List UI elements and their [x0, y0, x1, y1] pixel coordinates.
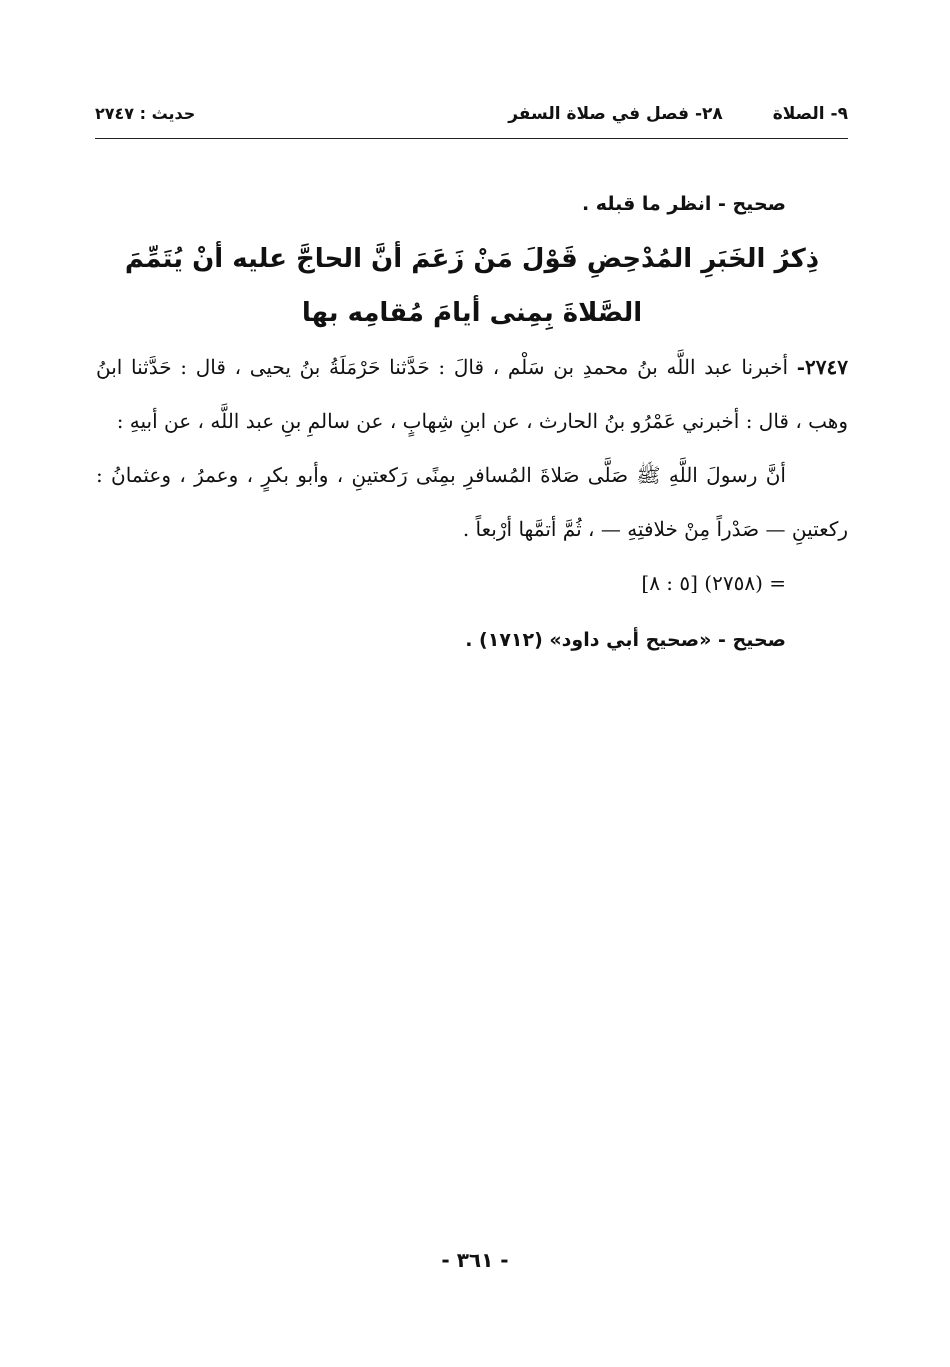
header-hadith-ref: حديث : ٢٧٤٧ [95, 104, 196, 123]
chapter-heading-line-2: الصَّلاةَ بِمِنى أيامَ مُقامِه بها [301, 298, 643, 328]
grading-bottom: صحيح - «صحيح أبي داود» (١٧١٢) . [465, 629, 786, 651]
grading-top: صحيح - انظر ما قبله . [581, 193, 786, 215]
header-chapter: ٩- الصلاة [772, 104, 848, 124]
chapter-heading-line-1: ذِكرُ الخَبَرِ المُدْحِضِ قَوْلَ مَنْ زَعَمَ أنَّ الحاجَّ عليه أنْ يُتَمِّمَ [124, 244, 820, 274]
hadith-matn-paragraph [96, 448, 848, 556]
chapter-heading [96, 232, 848, 340]
hadith-matn: أنَّ رسولَ اللَّهِ ﷺ صَلَّى صَلاةَ المُسافرِ بمِنًى رَكعتينِ ، وأبو بكرٍ ، وعمرُ ، وعثمانُ : ركعتينِ — صَدْراً مِنْ خلافتِهِ — ، ثُمَّ أتمَّها أرْبعاً . [96, 463, 848, 541]
cross-reference: = (٢٧٥٨) [٥ : ٨] [641, 571, 786, 595]
hadith-number: ٢٧٤٧- [796, 355, 848, 379]
header-right [508, 104, 848, 124]
header-section: ٢٨- فصل في صلاة السفر [508, 104, 723, 124]
hadith-isnad-paragraph [96, 340, 848, 448]
page-number: - ٣٦١ - [441, 1248, 509, 1272]
hadith-isnad: أخبرنا عبد اللَّه بنُ محمدِ بن سَلْم ، قالَ : حَدَّثنا حَرْمَلَةُ بنُ يحيى ، قال : حَدَّثنا ابنُ وهب ، قال : أخبرني عَمْرُو بنُ الحارث ، عن ابنِ شِهابٍ ، عن سالمِ بنِ عبد اللَّه ، عن أبيهِ : [96, 355, 848, 433]
page-body [96, 180, 848, 670]
running-header [95, 100, 848, 134]
header-divider [95, 138, 848, 139]
